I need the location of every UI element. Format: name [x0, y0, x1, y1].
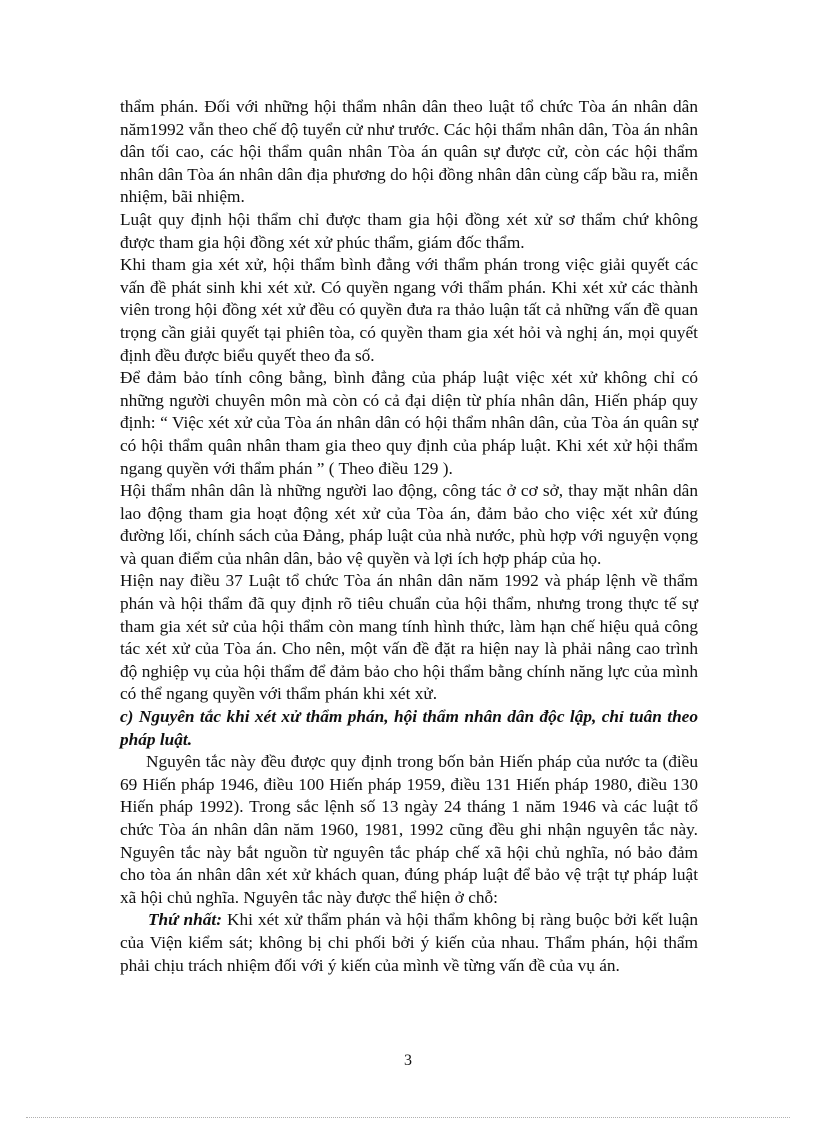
first-point-text: Khi xét xử thẩm phán và hội thẩm không bị ràng buộc bởi kết luận của Viện kiểm sát; không bị chi phối bởi ý kiến của nhau. Thẩm phán, hội thẩm phải chịu trách nhiệm đối với ý kiến của mình về từng vấn đề của vụ án. [120, 910, 699, 975]
paragraph-current-situation: Hiện nay điều 37 Luật tổ chức Tòa án nhân dân năm 1992 và pháp lệnh về thẩm phán và hội thẩm đã quy định rõ tiêu chuẩn của hội thẩm, nhưng trong thực tế sự tham gia xét sử của hội thẩm còn mang tính hình thức, làm hạn chế hiệu quả công tác xét xử của Tòa án. Cho nên, một vấn đề đặt ra hiện nay là phải nâng cao trình độ nghiệp vụ của hội thẩm để đảm bảo cho hội thẩm bằng chính năng lực của mình có thể ngang quyền với thẩm phán khi xét xử. [120, 571, 698, 704]
paragraph-first-instance-only: Luật quy định hội thẩm chỉ được tham gia hội đồng xét xử sơ thẩm chứ không được tham gia hội đồng xét xử phúc thẩm, giám đốc thẩm. [120, 209, 698, 252]
paragraph-first-point [120, 909, 698, 977]
paragraph-constitution-quote: Để đảm bảo tính công bằng, bình đẳng của pháp luật việc xét xử không chỉ có những người chuyên môn mà còn có cả đại diện từ phía nhân dân, Hiến pháp quy định: “ Việc xét xử của Tòa án nhân dân có hội thẩm nhân dân, của Tòa án quân sự có hội thẩm quân nhân tham gia theo quy định của pháp luật. Khi xét xử hội thẩm ngang quyền với thẩm phán ” ( Theo điều 129 ). [120, 368, 698, 478]
page-bottom-divider [26, 1117, 790, 1118]
paragraph-people-assessors: Hội thẩm nhân dân là những người lao động, công tác ở cơ sở, thay mặt nhân dân lao động tham gia hoạt động xét xử của Tòa án, đảm bảo cho việc xét xử đúng đường lối, chính sách của Đảng, pháp luật của nhà nước, phù hợp với nguyện vọng và quan điểm của nhân dân, bảo vệ quyền và lợi ích hợp pháp của họ. [120, 481, 698, 568]
page-number: 3 [404, 1052, 412, 1069]
section-heading-c: c) Nguyên tắc khi xét xử thẩm phán, hội thẩm nhân dân độc lập, chỉ tuân theo pháp luật. [120, 707, 698, 749]
first-point-lead: Thứ nhất: [148, 910, 222, 930]
paragraph-equal-rights: Khi tham gia xét xử, hội thẩm bình đẳng với thẩm phán trong việc giải quyết các vấn đề phát sinh khi xét xử. Có quyền ngang với thẩm phán. Khi xét xử các thành viên trong hội đồng xét xử đều có quyền đưa ra thảo luận tất cả những vấn đề quan trọng cần giải quyết tại phiên tòa, có quyền tham gia xét hỏi và nghị án, mọi quyết định đều được biểu quyết theo đa số. [120, 255, 698, 365]
document-body [120, 96, 698, 977]
paragraph-principle-origin: Nguyên tắc này đều được quy định trong bốn bản Hiến pháp của nước ta (điều 69 Hiến pháp 1946, điều 100 Hiến pháp 1959, điều 131 Hiến pháp 1980, điều 130 Hiến pháp 1992). Trong sắc lệnh số 13 ngày 24 tháng 1 năm 1946 và các luật tổ chức Tòa án nhân dân năm 1960, 1981, 1992 cũng đều ghi nhận nguyên tắc này. Nguyên tắc này bắt nguồn từ nguyên tắc pháp chế xã hội chủ nghĩa, nó bảo đảm cho tòa án nhân dân xét xử khách quan, đúng pháp luật để bảo vệ trật tự pháp luật xã hội chủ nghĩa. Nguyên tắc này được thể hiện ở chỗ: [120, 752, 698, 907]
paragraph-judge-election: thẩm phán. Đối với những hội thẩm nhân dân theo luật tổ chức Tòa án nhân dân năm1992 vẫn theo chế độ tuyển cử như trước. Các hội thẩm nhân dân, Tòa án nhân dân tối cao, các hội thẩm quân nhân Tòa án quân sự được cử, còn các hội thẩm nhân dân Tòa án nhân dân địa phương do hội đồng nhân dân cùng cấp bầu ra, miễn nhiệm, bãi nhiệm. [120, 97, 698, 207]
